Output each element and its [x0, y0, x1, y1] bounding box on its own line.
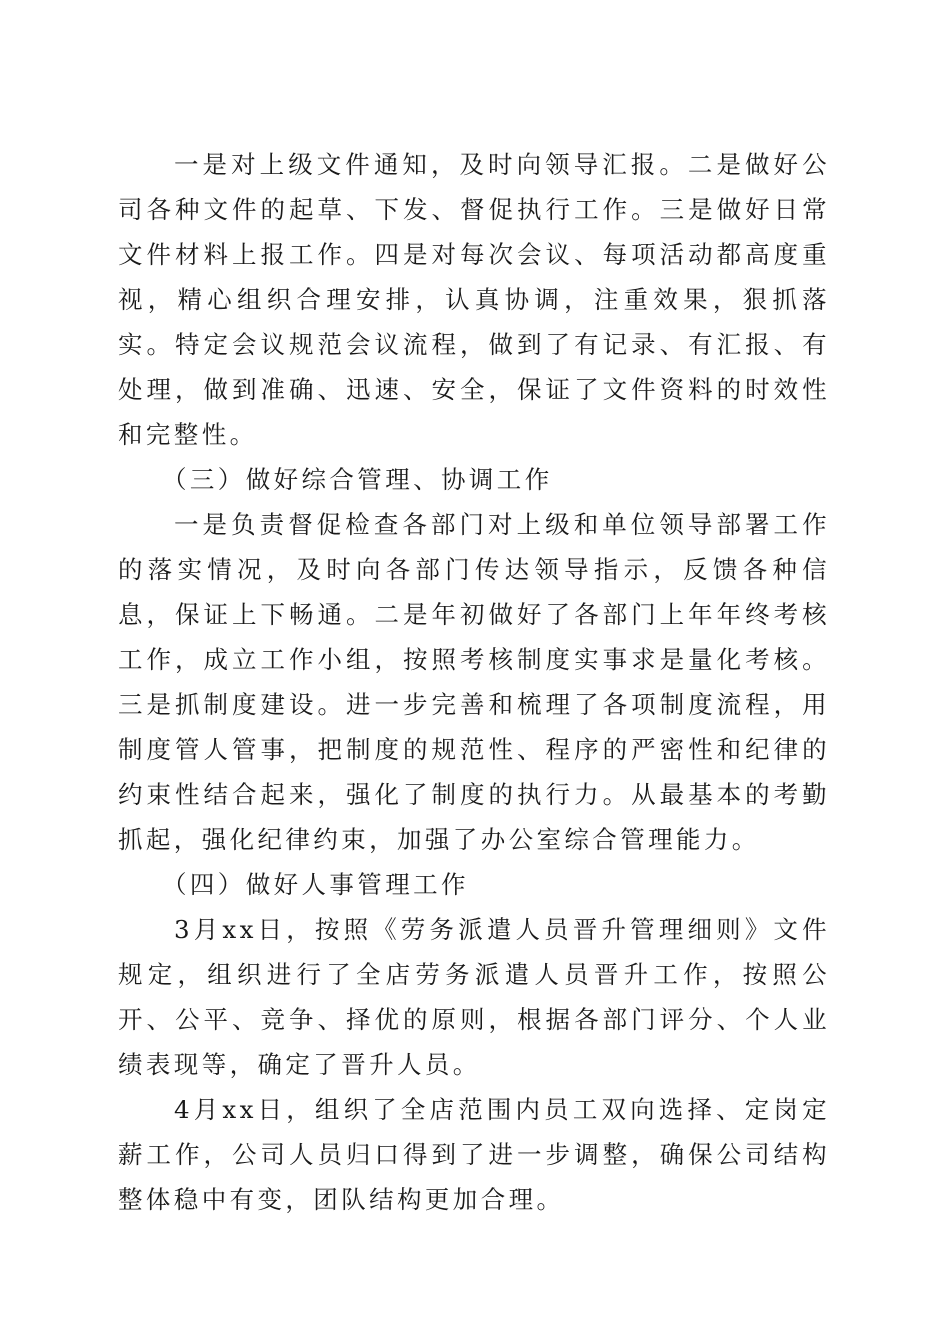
paragraph-two-way-selection: 4月xx日，组织了全店范围内员工双向选择、定岗定薪工作，公司人员归口得到了进一步调整，确保公司结构整体稳中有变，团队结构更加合理。	[118, 1095, 830, 1214]
section-heading-three: （三）做好综合管理、协调工作	[162, 465, 553, 494]
paragraph-document-work: 一是对上级文件通知，及时向领导汇报。二是做好公司各种文件的起草、下发、督促执行工作。三是做好日常文件材料上报工作。四是对每次会议、每项活动都高度重视，精心组织合理安排，认真协调，注重效果，狠抓落实。特定会议规范会议流程，做到了有记录、有汇报、有处理，做到准确、迅速、安全，保证了文件资料的时效性和完整性。	[118, 150, 830, 449]
paragraph-management-coordination: 一是负责督促检查各部门对上级和单位领导部署工作的落实情况，及时向各部门传达领导指示，反馈各种信息，保证上下畅通。二是年初做好了各部门上年年终考核工作，成立工作小组，按照考核制度实事求是量化考核。三是抓制度建设。进一步完善和梳理了各项制度流程，用制度管人管事，把制度的规范性、程序的严密性和纪律的约束性结合起来，强化了制度的执行力。从最基本的考勤抓起，强化纪律约束，加强了办公室综合管理能力。	[118, 510, 830, 854]
paragraph-promotion: 3月xx日，按照《劳务派遣人员晋升管理细则》文件规定，组织进行了全店劳务派遣人员晋升工作，按照公开、公平、竞争、择优的原则，根据各部门评分、个人业绩表现等，确定了晋升人员。	[118, 915, 830, 1079]
section-heading-four: （四）做好人事管理工作	[162, 870, 469, 899]
document-body	[118, 142, 830, 1222]
